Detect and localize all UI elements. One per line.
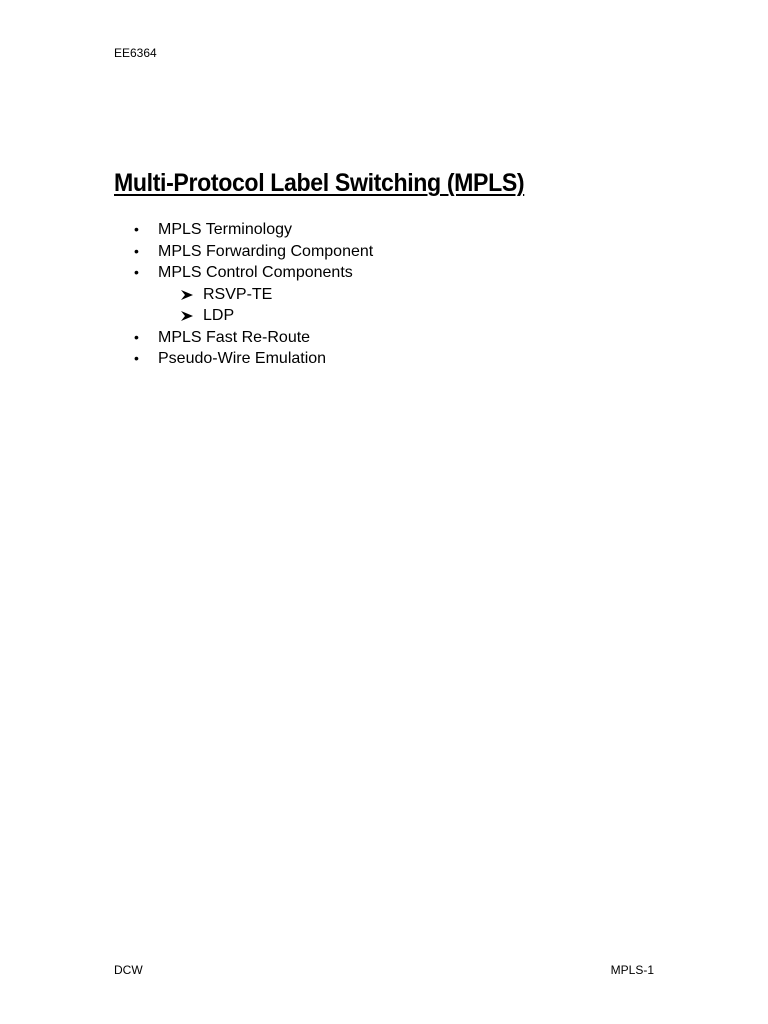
page-title: Multi-Protocol Label Switching (MPLS) [114, 169, 525, 197]
course-code: EE6364 [114, 46, 157, 60]
bullet-icon: • [134, 350, 139, 366]
arrow-bullet-icon [181, 290, 193, 300]
list-item-label: Pseudo-Wire Emulation [158, 350, 327, 367]
bullet-icon: • [134, 264, 139, 280]
list-item [0, 241, 768, 263]
list-item-label: MPLS Forwarding Component [158, 242, 374, 260]
topic-outline [0, 219, 768, 370]
bullet-icon: • [134, 328, 139, 345]
sub-list-item [0, 305, 768, 327]
list-item [0, 348, 768, 370]
list-item [0, 219, 768, 241]
footer-author: DCW [114, 963, 143, 977]
bullet-icon: • [134, 242, 139, 259]
sub-list-item-label: LDP [203, 307, 235, 324]
list-item-label: MPLS Fast Re-Route [158, 328, 311, 346]
list-item-label: MPLS Terminology [158, 221, 292, 238]
list-item [0, 262, 768, 284]
sub-list-item [0, 284, 768, 306]
bullet-icon: • [134, 221, 139, 237]
sub-list-item-label: RSVP-TE [203, 285, 273, 303]
footer-page-label: MPLS-1 [610, 963, 654, 977]
list-item-label: MPLS Control Components [158, 264, 353, 281]
list-item [0, 327, 768, 349]
arrow-bullet-icon [181, 311, 193, 321]
